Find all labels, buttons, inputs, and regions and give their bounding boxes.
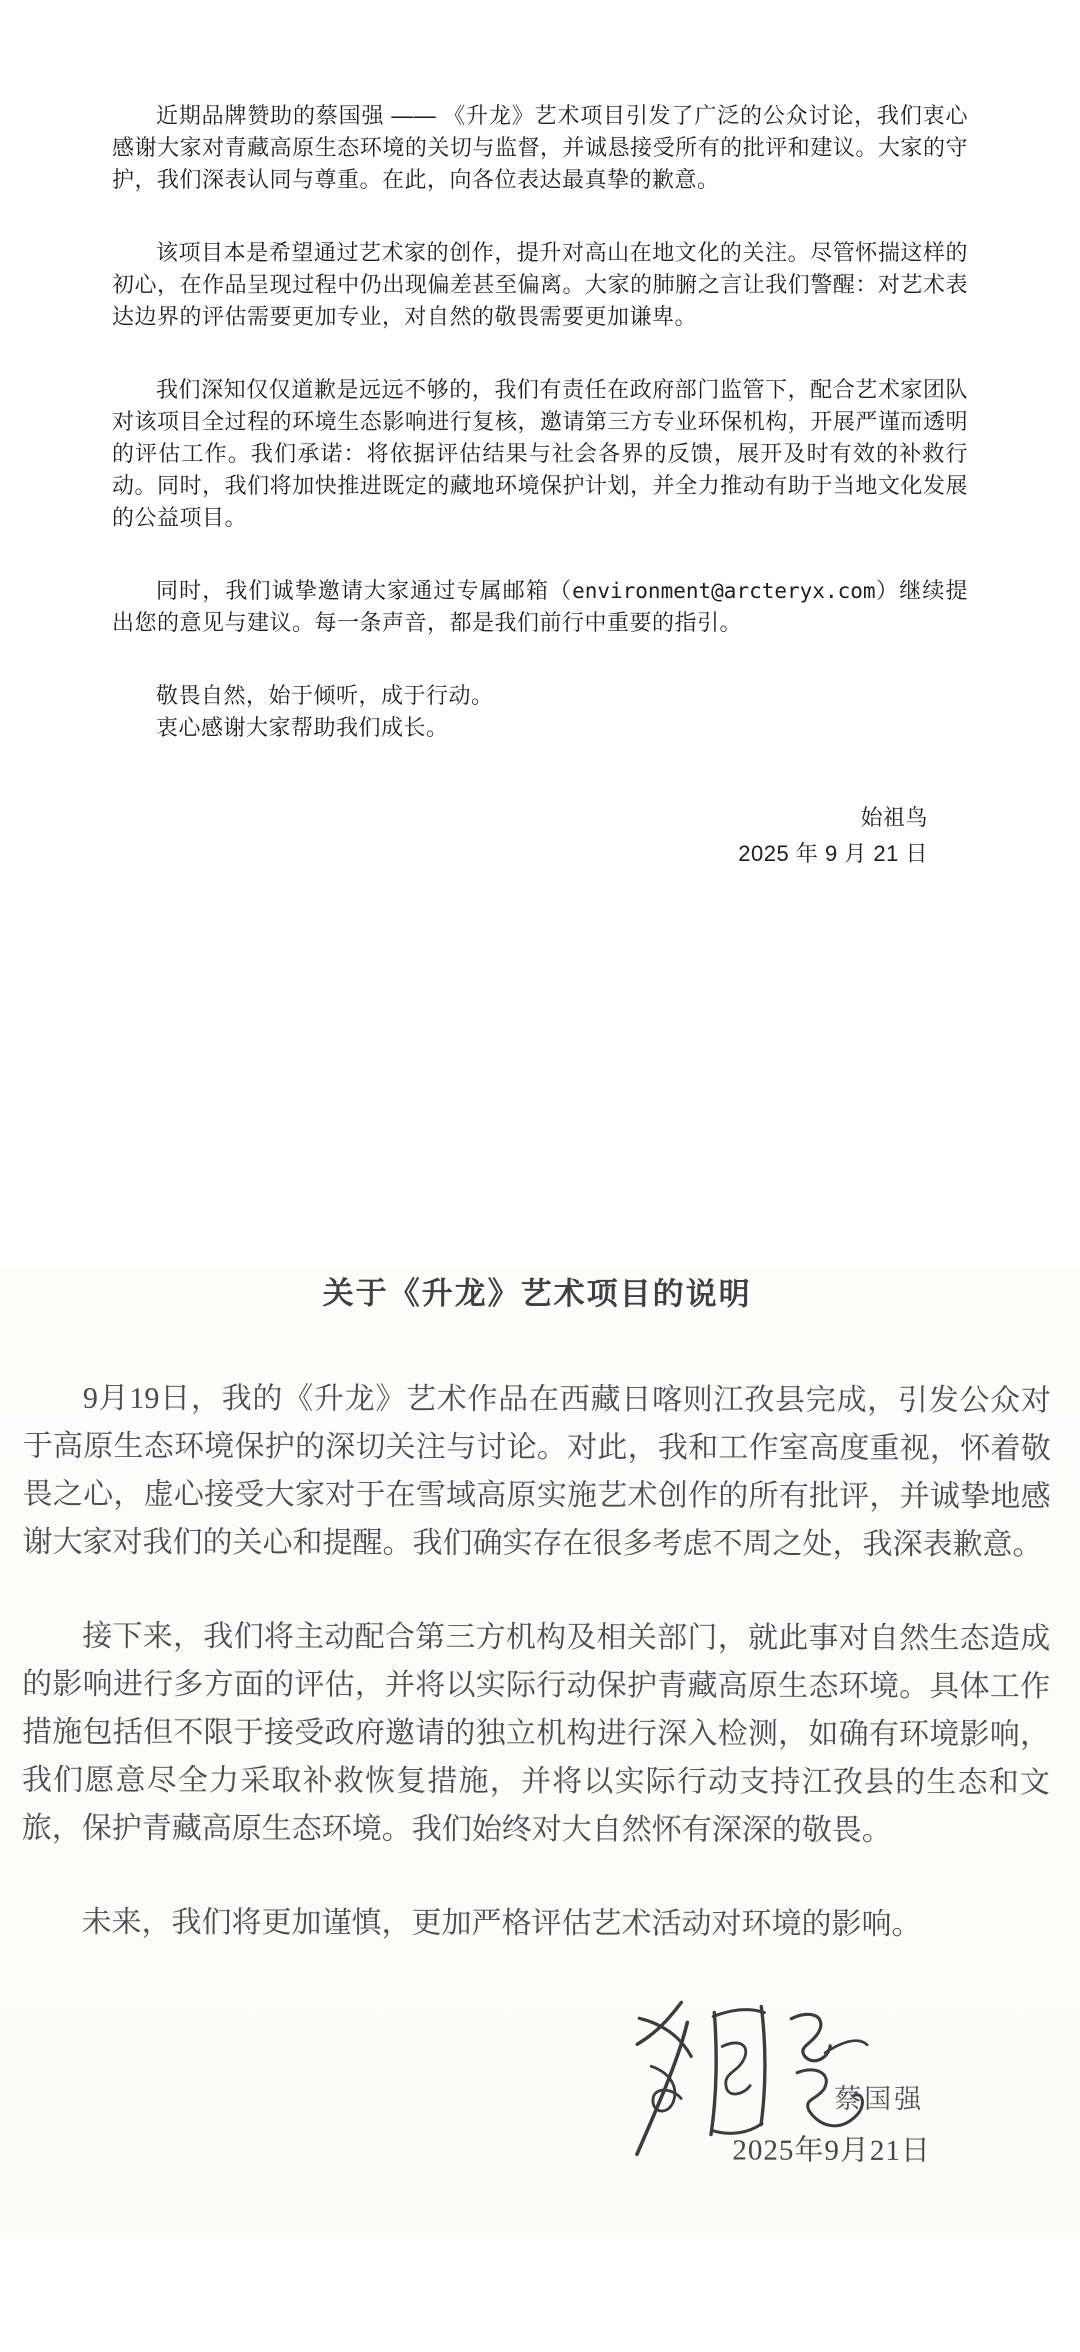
artist-statement-content xyxy=(21,1269,1052,2236)
statement2-title: 关于《升龙》艺术项目的说明 xyxy=(322,1275,752,1312)
statement1-closing-block xyxy=(112,680,968,744)
statement2-printed-name: 蔡国强 xyxy=(834,2083,925,2115)
statement2-signature-area xyxy=(21,1993,1050,2236)
brand-statement-letter xyxy=(0,0,1080,872)
statement2-date: 2025年9月21日 xyxy=(732,2134,931,2168)
artist-statement-letter xyxy=(0,1270,1080,2234)
statement1-signer-name: 始祖鸟 xyxy=(860,805,928,830)
statement1-paragraph-1: 近期品牌赞助的蔡国强 —— 《升龙》艺术项目引发了广泛的公众讨论，我们衷心感谢大家对青藏高原生态环境的关切与监督，并诚恳接受所有的批评和建议。大家的守护，我们深表认同与尊重。在此，向各位表达最真挚的歉意。 xyxy=(112,103,968,192)
statement2-paragraph-2: 接下来，我们将主动配合第三方机构及相关部门，就此事对自然生态造成的影响进行多方面的评估，并将以实际行动保护青藏高原生态环境。具体工作措施包括但不限于接受政府邀请的独立机构进行深入检测，如确有环境影响，我们愿意尽全力采取补救恢复措施，并将以实际行动支持江孜县的生态和文旅，保护青藏高原生态环境。我们始终对大自然怀有深深的敬畏。 xyxy=(21,1619,1051,1847)
statement2-paragraph-1: 9月19日，我的《升龙》艺术作品在西藏日喀则江孜县完成，引发公众对于高原生态环境保护的深切关注与讨论。对此，我和工作室高度重视，怀着敬畏之心，虚心接受大家对于在雪域高原实施艺术创作的所有批评，并诚挚地感谢大家对我们的关心和提醒。我们确实存在很多考虑不周之处，我深表歉意。 xyxy=(22,1381,1051,1562)
statement1-date: 2025 年 9 月 21 日 xyxy=(738,841,928,866)
statement1-closing-line-1: 敬畏自然，始于倾听，成于行动。 xyxy=(156,683,494,708)
statement1-closing-line-2: 衷心感谢大家帮助我们成长。 xyxy=(156,715,449,740)
statement1-paragraph-2: 该项目本是希望通过艺术家的创作，提升对高山在地文化的关注。尽管怀揣这样的初心，在作品呈现过程中仍出现偏差甚至偏离。大家的肺腑之言让我们警醒：对艺术表达边界的评估需要更加专业，对自然的敬畏需要更加谦卑。 xyxy=(112,240,968,329)
statement1-paragraph-3: 我们深知仅仅道歉是远远不够的，我们有责任在政府部门监管下，配合艺术家团队对该项目全过程的环境生态影响进行复核，邀请第三方专业环保机构，开展严谨而透明的评估工作。我们承诺：将依据评估结果与社会各界的反馈，展开及时有效的补救行动。同时，我们将加快推进既定的藏地环境保护计划，并全力推动有助于当地文化发展的公益项目。 xyxy=(112,377,968,530)
statement2-paragraph-3: 未来，我们将更加谨慎，更加严格评估艺术活动对环境的影响。 xyxy=(81,1905,922,1942)
statement1-signature-block xyxy=(112,800,968,872)
feedback-email-address: environment@arcteryx.com xyxy=(572,579,876,603)
statement1-paragraph-4-after-email: ）继续提出您的意见与建议。每一条声音，都是我们前行中重要的指引。 xyxy=(112,578,968,635)
statement1-paragraph-4 xyxy=(112,575,968,639)
statement1-paragraph-4-before-email: 同时，我们诚挚邀请大家通过专属邮箱（ xyxy=(156,578,573,603)
